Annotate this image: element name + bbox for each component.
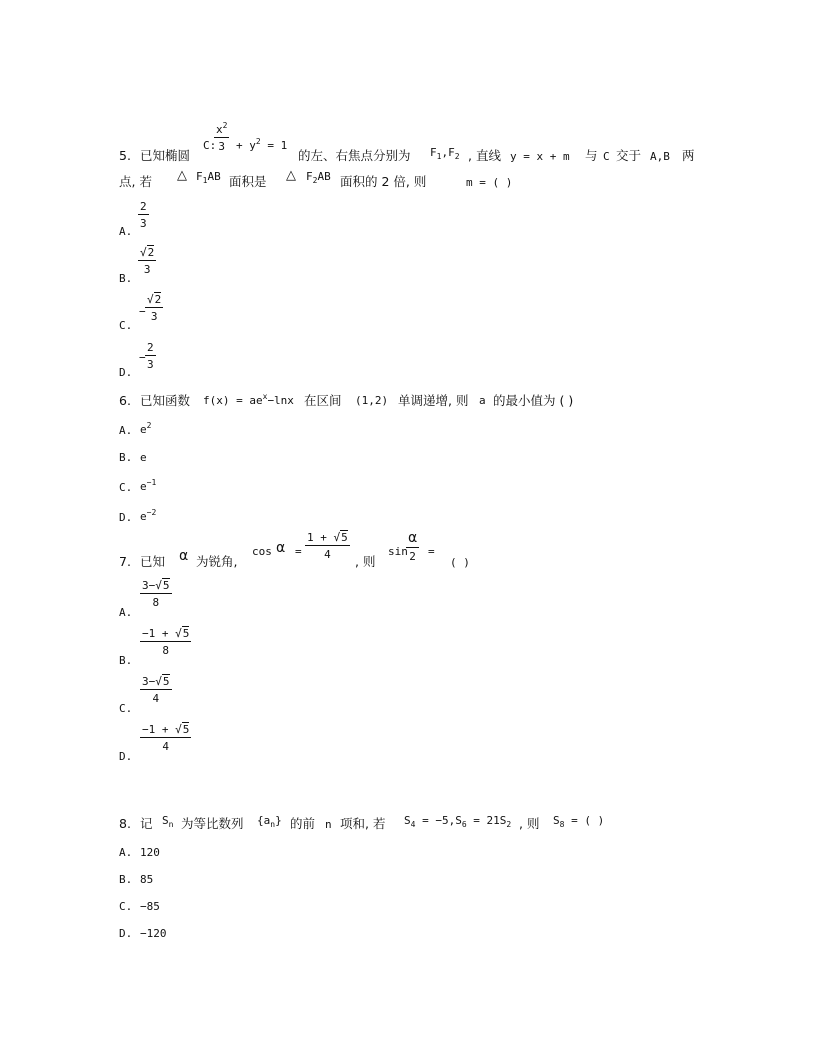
option-label: C. (119, 900, 133, 913)
math-text: 3 (218, 140, 226, 153)
minus-sign: − (139, 351, 146, 364)
question-number: 8. (119, 816, 131, 831)
question-text: 记 (140, 816, 153, 831)
math-text: x (216, 123, 223, 136)
question-text: 与 (585, 148, 598, 163)
question-text: 的前 (290, 816, 316, 831)
option-label: D. (119, 750, 133, 763)
math-text: y = x + m (510, 150, 570, 163)
math-text: $\{a_n\}$ (257, 814, 282, 829)
question-text: 两 (682, 148, 695, 163)
question-number: 5. (119, 148, 131, 163)
question-text: 面积的 2 倍, 则 (340, 174, 427, 189)
option-value: −85 (140, 900, 160, 913)
question-text: 已知函数 (140, 393, 191, 408)
option-value: 120 (140, 846, 160, 859)
math-text: $F_2AB$ (306, 170, 331, 185)
option-label: D. (119, 511, 133, 524)
fraction: $\frac{2}{3}$ (140, 200, 147, 230)
fraction: $\frac{1 + √5}{4}$ (307, 531, 348, 561)
option-label: A. (119, 846, 133, 859)
option-value: $e^2$ (140, 421, 152, 436)
fraction: $\frac{3-√5}{4}$ (142, 675, 170, 705)
fraction: α 2 (408, 530, 418, 563)
question-text: 已知 (140, 554, 166, 569)
math-text: C (603, 150, 610, 163)
fraction: $\frac{√2}{3}$ (147, 293, 162, 323)
option-label: C. (119, 702, 133, 715)
question-text: , 则 (355, 554, 376, 569)
math-text: ( ) (450, 556, 470, 569)
question-text: 的最小值为 ( ) (493, 393, 574, 408)
fraction: $\frac{2}{3}$ (147, 341, 154, 371)
option-value: 85 (140, 873, 154, 886)
question-text: , 则 (519, 816, 540, 831)
option-label: B. (119, 272, 133, 285)
math-text: $S_8$ = ( ) (553, 814, 605, 829)
question-text: 为锐角, (196, 554, 238, 569)
alpha-symbol: α (179, 548, 189, 564)
question-text: 已知椭圆 (140, 148, 191, 163)
option-label: B. (119, 654, 133, 667)
option-label: B. (119, 873, 133, 886)
question-number: 7. (119, 554, 131, 569)
question-text: 单调递增, 则 (398, 393, 469, 408)
math-text: n (325, 818, 332, 831)
option-label: C. (119, 481, 133, 494)
option-value: −120 (140, 927, 167, 940)
math-text: sin (388, 545, 408, 558)
math-text: (1,2) (355, 394, 389, 407)
option-label: A. (119, 424, 133, 437)
math-text: $F_1AB$ (196, 170, 221, 185)
triangle-icon: △ (286, 168, 296, 183)
math-text: $S_4 = -5,S_6 = 21S_2$ (404, 814, 512, 829)
option-value: e (140, 451, 147, 464)
option-label: D. (119, 927, 133, 940)
alpha-symbol: α (276, 540, 286, 556)
option-label: D. (119, 366, 133, 379)
exponent: 2 (222, 121, 228, 130)
fraction: $\frac{3-√5}{8}$ (142, 579, 170, 609)
fraction: $\frac{-1 + √5}{4}$ (142, 723, 190, 753)
option-value: $e^{-2}$ (140, 508, 157, 523)
question-text: 项和, 若 (340, 816, 386, 831)
math-text: = (428, 545, 435, 558)
option-label: A. (119, 225, 133, 238)
math-text: m = ( ) (466, 176, 513, 189)
question-text: 点, 若 (119, 174, 152, 189)
question-text: , 直线 (468, 148, 501, 163)
fraction: $\frac{-1 + √5}{8}$ (142, 627, 190, 657)
math-text: $F_1,F_2$ (430, 146, 460, 161)
question-text: 在区间 (304, 393, 342, 408)
question-text: 的左、右焦点分别为 (298, 148, 411, 163)
option-label: A. (119, 606, 133, 619)
math-text: C: (203, 139, 217, 152)
question-text: 交于 (616, 148, 642, 163)
minus-sign: − (139, 305, 146, 318)
math-text: A,B (650, 150, 670, 163)
fraction: $\frac{√2}{3}$ (140, 246, 155, 276)
math-text: $f(x) = ae^x-\ln x$ (203, 392, 294, 407)
math-text: $S_n$ (162, 814, 174, 829)
question-text: 面积是 (229, 174, 267, 189)
math-text: a (479, 394, 486, 407)
question-text: 为等比数列 (181, 816, 244, 831)
triangle-icon: △ (177, 168, 187, 183)
math-text: = (295, 545, 302, 558)
math-text: cos (252, 545, 272, 558)
question-number: 6. (119, 393, 131, 408)
option-label: B. (119, 451, 133, 464)
math-text: + $y^2 = 1$ (236, 137, 288, 152)
option-label: C. (119, 319, 133, 332)
fraction (214, 121, 229, 153)
option-value: $e^{-1}$ (140, 478, 157, 493)
